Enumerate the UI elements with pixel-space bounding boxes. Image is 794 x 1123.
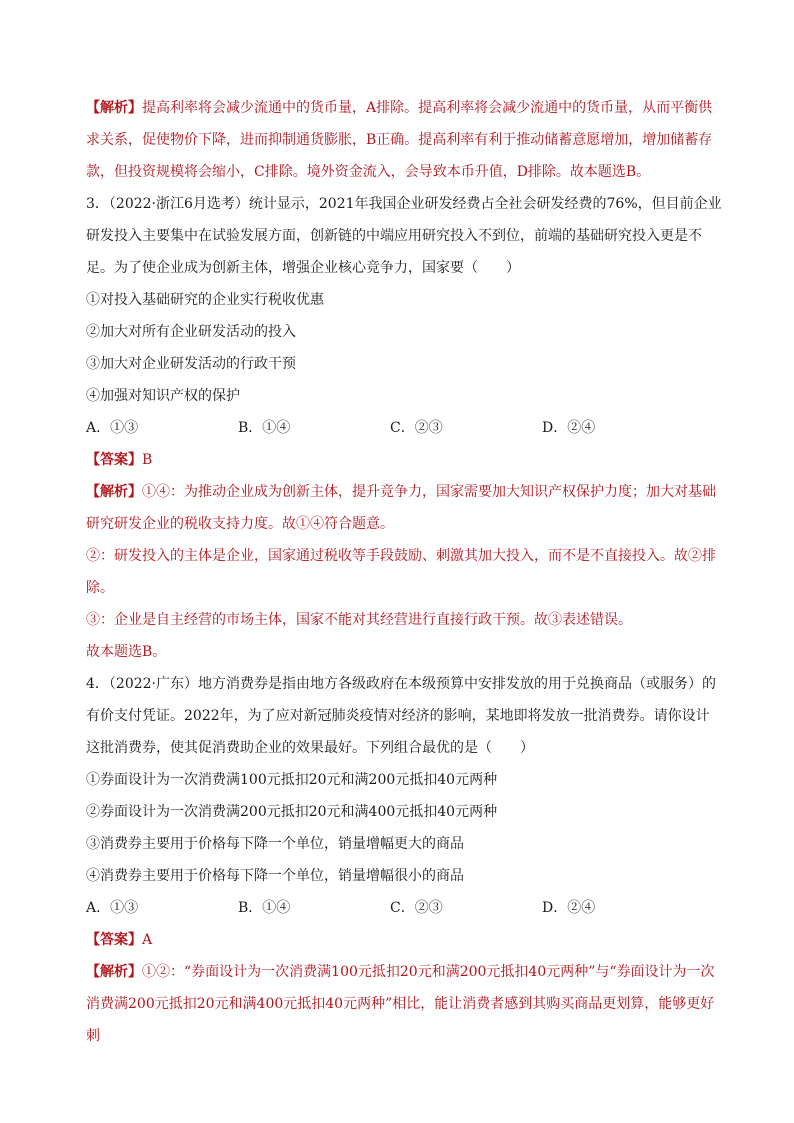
q3-item-4: ④加强对知识产权的保护 (86, 388, 240, 404)
q4-analysis-text: ①②：“券面设计为一次消费满100元抵扣20元和满200元抵扣40元两种”与“券面设计为一次消费满200元抵扣20元和满400元抵扣40元两种”相比，能让消费者感到其购买商品更划算，能够更好刺 (86, 964, 715, 1044)
q4-option-a: A．①③ (86, 900, 139, 916)
q3-answer-tag: 【答案】 (86, 452, 142, 468)
q3-item-2: ②加大对所有企业研发活动的投入 (86, 324, 296, 340)
q3-option-b: B．①④ (238, 420, 291, 436)
document-content (72, 92, 722, 1052)
q3-item-1: ①对投入基础研究的企业实行税收优惠 (86, 292, 324, 308)
q3-analysis-line-2: ②：研发投入的主体是企业，国家通过税收等手段鼓励、刺激其加大投入，而不是不直接投入。故②排除。 (86, 548, 716, 596)
q3-answer-value: B (142, 452, 153, 468)
q3-options (72, 412, 722, 444)
q2-analysis (72, 92, 722, 188)
q4-item-2: ②券面设计为一次消费满200元抵扣20元和满400元抵扣40元两种 (86, 804, 498, 820)
q2-analysis-text: 提高利率将会减少流通中的货币量，A排除。提高利率将会减少流通中的货币量，从而平衡供求关系，促使物价下降，进而抑制通货膨胀，B正确。提高利率有利于推动储蓄意愿增加，增加储蓄存款，但投资规模将会缩小，C排除。境外资金流入，会导致本币升值，D排除。故本题选B。 (86, 100, 713, 180)
q4-item-4: ④消费券主要用于价格每下降一个单位，销量增幅很小的商品 (86, 868, 464, 884)
q4-item-1: ①券面设计为一次消费满100元抵扣20元和满200元抵扣40元两种 (86, 772, 498, 788)
q4-option-c: C．②③ (390, 900, 443, 916)
q3-conclusion: 故本题选B。 (86, 644, 167, 660)
q3-option-c: C．②③ (390, 420, 443, 436)
q4-option-b: B．①④ (238, 900, 291, 916)
q3-answer (72, 444, 722, 476)
q2-analysis-tag: 【解析】 (86, 100, 142, 116)
q3-analysis-line-3: ③：企业是自主经营的市场主体，国家不能对其经营进行直接行政干预。故③表述错误。 (86, 612, 632, 628)
q4-item-3: ③消费券主要用于价格每下降一个单位，销量增幅更大的商品 (86, 836, 464, 852)
q4-option-d: D．②④ (542, 900, 596, 916)
q3-stem: 3．（2022·浙江6月选考）统计显示，2021年我国企业研发经费占全社会研发经费的76%，但目前企业研发投入主要集中在试验发展方面，创新链的中端应用研究投入不到位，前端的基础研究投入更是不足。为了使企业成为创新主体，增强企业核心竞争力，国家要（ ） (86, 196, 722, 276)
q4-analysis-tag: 【解析】 (86, 964, 142, 980)
q4-stem: 4．（2022·广东）地方消费券是指由地方各级政府在本级预算中安排发放的用于兑换商品（或服务）的有价支付凭证。2022年，为了应对新冠肺炎疫情对经济的影响，某地即将发放一批消费券。请你设计这批消费券，使其促消费助企业的效果最好。下列组合最优的是（ ） (86, 676, 716, 756)
q4-options (72, 892, 722, 924)
q4-analysis (72, 956, 722, 1052)
q3-analysis-1 (72, 476, 722, 540)
q4-answer (72, 924, 722, 956)
q4-answer-value: A (142, 932, 153, 948)
q3-option-d: D．②④ (542, 420, 596, 436)
q3-option-a: A．①③ (86, 420, 139, 436)
q3-analysis-tag: 【解析】 (86, 484, 142, 500)
q4-answer-tag: 【答案】 (86, 932, 142, 948)
q3-item-3: ③加大对企业研发活动的行政干预 (86, 356, 296, 372)
q3-analysis-line-1: ①④：为推动企业成为创新主体，提升竞争力，国家需要加大知识产权保护力度；加大对基础研究研发企业的税收支持力度。故①④符合题意。 (86, 484, 716, 532)
